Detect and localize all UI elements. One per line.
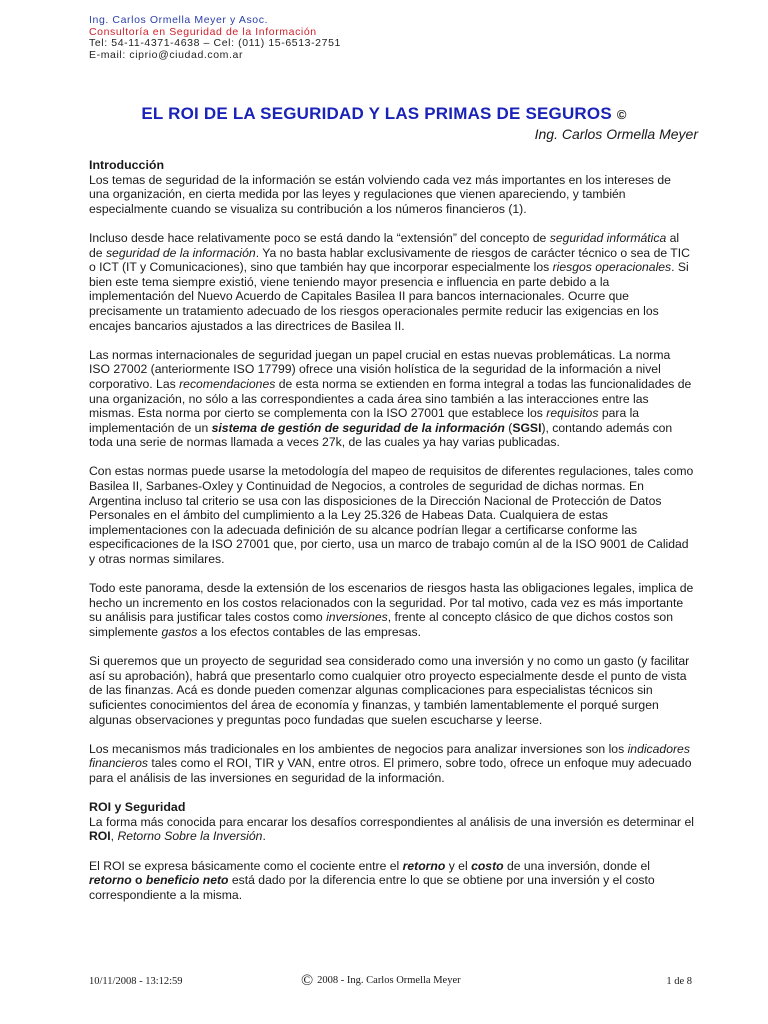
p9-bold: o: [131, 873, 146, 888]
letterhead-subtitle: Consultoría en Seguridad de la Información: [89, 25, 317, 38]
footer-copyright: [301, 972, 461, 990]
paragraph-4: Con estas normas puede usarse la metodología del mapeo de requisitos de diferentes regulaciones, tales como Basilea II, Sarbanes-Oxley y Continuidad de Negocios, a controles de seguridad de dichas normas. En Argentina incluso tal criterio se usa con las disposiciones de la Dirección Nacional de Protección de Datos Personales en el ámbito del cumplimiento a la Ley 25.326 de Habeas Data. Cualquiera de estas implementaciones con la adecuada definición de su alcance podrían llegar a certificarse conforme las especificaciones de la ISO 27001 que, por cierto, usa un marco de trabajo común al de la ISO 9001 de Calidad y otras normas similares.: [89, 464, 694, 567]
p7-text: Los mecanismos más tradicionales en los ambientes de negocios para analizar inversiones son los: [89, 741, 628, 756]
p5-italic: gastos: [161, 625, 198, 639]
p2-text: . Si bien este tema siempre existió, viene teniendo mayor presencia e influencia en parte debido a la implementación del Nuevo Acuerdo de Capitales Basilea II para bancos internacionales. Ocurre que precisamente un tratamiento adecuado de los riesgos operacionales permite reducir las exigencias en los encajes bancarios ajustados a las directrices de Basilea II.: [89, 260, 689, 333]
p5-text: a los efectos contables de las empresas.: [197, 625, 421, 639]
p9-text: está dado por la diferencia entre lo que se obtiene por una inversión y el costo correspondiente a la misma.: [89, 873, 655, 902]
letterhead-phone: Tel: 54-11-4371-4638 – Cel: (011) 15-6513-2751: [89, 37, 341, 49]
section-heading-introduccion: Introducción: [89, 158, 165, 172]
paragraph-9: [89, 859, 694, 903]
document-title: [0, 104, 768, 124]
p3-bold-italic: sistema de gestión de seguridad de la información: [211, 420, 505, 435]
p9-text: El ROI se expresa básicamente como el cociente entre el: [89, 858, 403, 873]
document-author: Ing. Carlos Ormella Meyer: [534, 126, 698, 142]
p5-italic: inversiones: [326, 610, 388, 625]
p8-italic: Retorno Sobre la Inversión: [117, 829, 263, 844]
letterhead-email: E-mail: ciprio@ciudad.com.ar: [89, 48, 244, 61]
p2-italic: riesgos operacionales: [552, 260, 672, 275]
p9-text: de una inversión, donde el: [503, 858, 650, 873]
p2-text: . Ya no basta hablar exclusivamente de riesgos de carácter técnico o sea de TIC o ICT (IT y Comunicaciones), sino que también hay que incorporar especialmente los: [89, 245, 690, 275]
p2-text: al de: [89, 230, 680, 260]
p3-italic: recomendaciones: [179, 376, 276, 391]
letterhead-company: Ing. Carlos Ormella Meyer y Asoc.: [89, 14, 269, 26]
paragraph-8: [89, 815, 694, 844]
p7-text: tales como el ROI, TIR y VAN, entre otros. El primero, sobre todo, ofrece un enfoque muy adecuado para el análisis de las inversiones en seguridad de la información.: [89, 756, 692, 785]
p9-bold-italic: costo: [471, 858, 504, 873]
p9-bold-italic: retorno: [402, 858, 446, 873]
p9-bold-italic: beneficio neto: [145, 873, 229, 888]
paragraph-5: [89, 581, 694, 639]
p8-text: La forma más conocida para encarar los desafíos correspondientes al análisis de una inversión es determinar el: [89, 814, 694, 829]
footer-date: 10/11/2008 - 13:12:59: [89, 976, 183, 987]
p3-text: ), contando además con toda una serie de normas llamada a veces 27k, de las cuales ya hay varias publicadas.: [89, 420, 673, 450]
document-body: [89, 158, 694, 902]
p2-text: Incluso desde hace relativamente poco se está dando la “extensión” del concepto de: [89, 230, 550, 245]
page-number: 1 de 8: [666, 976, 692, 987]
p8-text: .: [262, 829, 266, 844]
p3-text: para la implementación de un: [89, 406, 640, 435]
p7-italic: indicadores financieros: [89, 741, 690, 771]
p9-bold-italic: retorno: [89, 873, 132, 888]
paragraph-3: [89, 348, 694, 450]
section-heading-roi-y-seguridad: ROI y Seguridad: [89, 800, 186, 815]
p2-italic: seguridad de la información: [105, 245, 256, 260]
p8-text: ,: [110, 829, 118, 844]
paragraph-2: [89, 231, 694, 333]
p5-text: , frente al concepto clásico de que dichos costos son simplemente: [89, 610, 673, 639]
letterhead: [89, 15, 341, 61]
p3-italic: requisitos: [546, 406, 599, 421]
p2-italic: seguridad informática: [549, 230, 667, 245]
p8-bold: ROI: [89, 829, 111, 844]
p9-text: y el: [445, 858, 472, 873]
p3-text: de esta norma se extienden en forma integral a todas las funcionalidades de una organización, no sólo a las correspondientes a cada área sino también a las interacciones entre las mismas. Esta norma por cierto se complementa con la ISO 27001 que establece los: [89, 376, 692, 421]
copyright-symbol: ©: [301, 972, 314, 989]
paragraph-1: Los temas de seguridad de la información se están volviendo cada vez más importantes en los intereses de una organización, en cierta medida por las leyes y regulaciones que vienen apareciendo, y también especialmente cuando se visualiza su contribución a los números financieros (1).: [89, 172, 671, 216]
p3-bold: SGSI: [512, 420, 542, 435]
paragraph-6: Si queremos que un proyecto de seguridad sea considerado como una inversión y no como un gasto (y facilitar así su aprobación), habrá que presentarlo como cualquier otro proyecto especialmente desde el punto de vista de las finanzas. Acá es donde pueden comenzar algunas complicaciones para especialistas técnicos sin suficientes conocimientos del área de economía y finanzas, y también lamentablemente el porqué surgen algunas observaciones y preguntas poco fundadas que suelen escucharse y leerse.: [89, 654, 690, 727]
p3-text: Las normas internacionales de seguridad juegan un papel crucial en estas nuevas problemáticas. La norma ISO 27002 (anteriormente ISO 17799) ofrece una visión holística de la seguridad de la información a nivel corporativo. Las: [89, 347, 671, 391]
footer-copyright-text: 2008 - Ing. Carlos Ormella Meyer: [317, 975, 461, 986]
paragraph-7: [89, 742, 694, 786]
p3-text: (: [504, 420, 513, 435]
document-title-text: EL ROI DE LA SEGURIDAD Y LAS PRIMAS DE SEGUROS: [141, 104, 612, 123]
title-copyright: ©: [616, 107, 627, 122]
p5-text: Todo este panorama, desde la extensión de los escenarios de riesgos hasta las obligaciones legales, implica de hecho un incremento en los costos relacionados con la seguridad. Por tal motivo, cada vez es más importante su análisis para justificar tales costos como: [89, 581, 694, 625]
